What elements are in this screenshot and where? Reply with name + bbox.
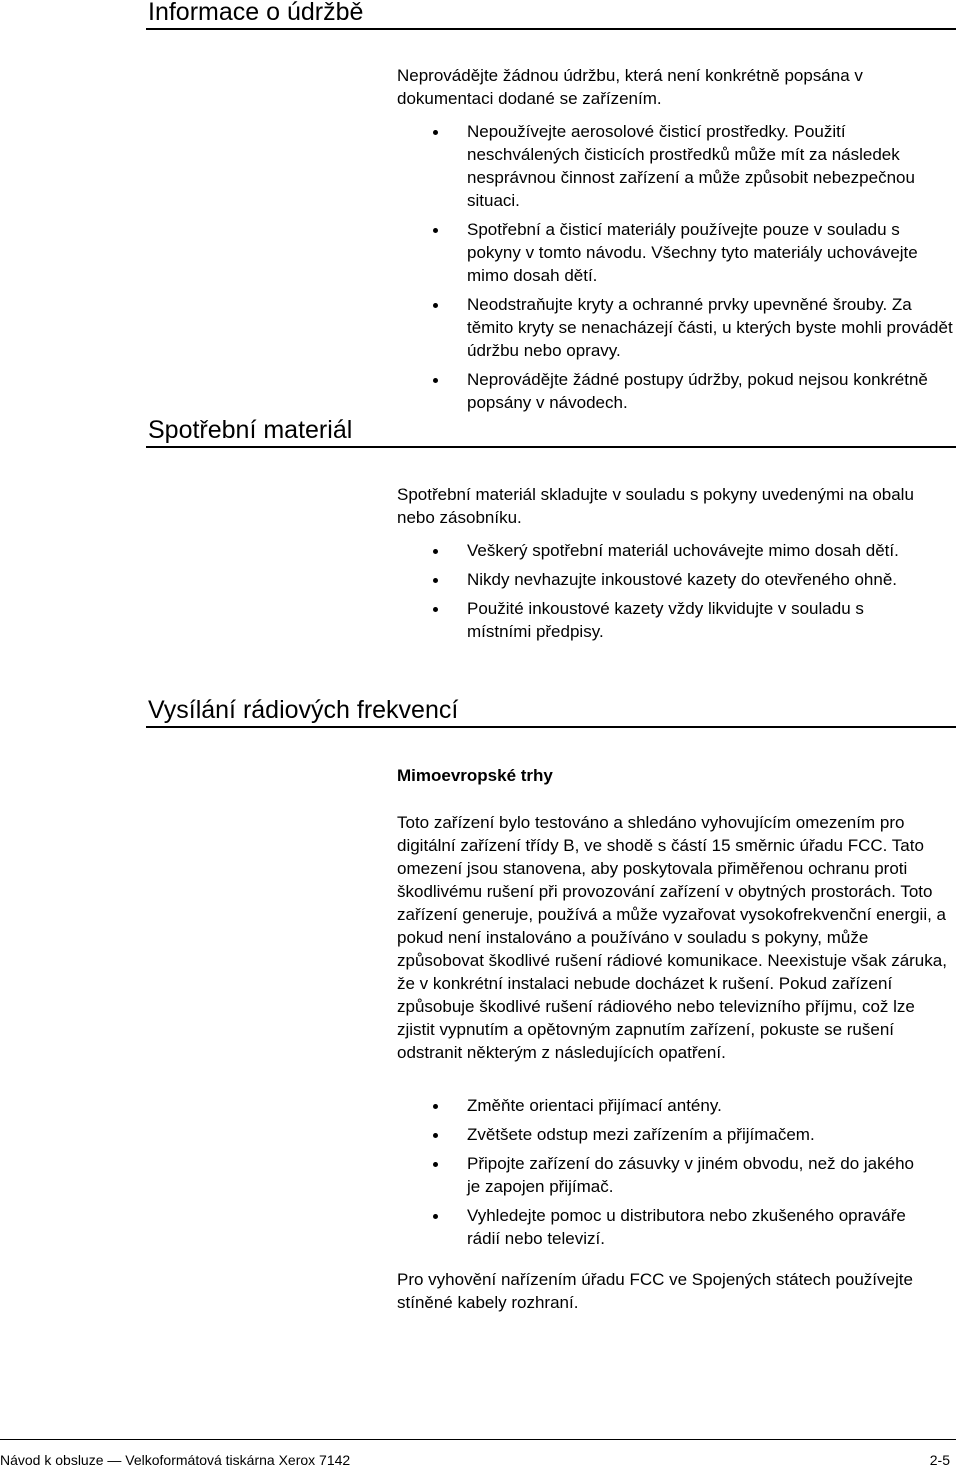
list-item-text: Nepoužívejte aerosolové čisticí prostředky. Použití neschválených čisticích prostředků může mít za následek nesprávnou činnost zařízení a může způsobit nebezpečnou situaci. [467,122,915,210]
section-divider [146,28,956,30]
maintenance-bullet-list [397,120,957,414]
list-item-text: Připojte zařízení do zásuvky v jiném obvodu, než do jakého je zapojen přijímač. [467,1154,914,1196]
bullet-icon [433,1214,438,1219]
list-item [397,597,927,643]
supplies-heading: Spotřební materiál [148,416,353,444]
list-item [397,218,957,287]
list-item [397,1094,927,1117]
bullet-icon [433,1104,438,1109]
radio-closing: Pro vyhovění nařízením úřadu FCC ve Spojených státech používejte stíněné kabely rozhraní. [397,1270,913,1312]
list-item-text: Neprovádějte žádné postupy údržby, pokud nejsou konkrétně popsány v návodech. [467,370,928,412]
bullet-icon [433,1162,438,1167]
page-number: 2-5 [929,1452,950,1468]
list-item [397,539,927,562]
bullet-icon [433,378,438,383]
bullet-icon [433,1133,438,1138]
bullet-icon [433,228,438,233]
list-item-text: Spotřební a čisticí materiály používejte pouze v souladu s pokyny v tomto návodu. Všechny tyto materiály uchovávejte mimo dosah dětí. [467,220,918,285]
bullet-icon [433,578,438,583]
supplies-intro: Spotřební materiál skladujte v souladu s pokyny uvedenými na obalu nebo zásobníku. [397,485,914,527]
section-divider [146,446,956,448]
list-item-text: Vyhledejte pomoc u distributora nebo zkušeného opraváře rádií nebo televizí. [467,1206,906,1248]
supplies-bullet-list [397,539,927,643]
section-divider [146,726,956,728]
radio-bullet-list [397,1094,927,1250]
bullet-icon [433,607,438,612]
list-item-text: Změňte orientaci přijímací antény. [467,1096,722,1115]
bullet-icon [433,549,438,554]
list-item-text: Zvětšete odstup mezi zařízením a přijímačem. [467,1125,815,1144]
page-footer [0,1439,956,1469]
list-item [397,1204,927,1250]
bullet-icon [433,303,438,308]
maintenance-intro: Neprovádějte žádnou údržbu, která není konkrétně popsána v dokumentaci dodané se zařízením. [397,66,863,108]
list-item-text: Veškerý spotřební materiál uchovávejte mimo dosah dětí. [467,541,899,560]
list-item [397,1152,927,1198]
list-item [397,293,957,362]
list-item-text: Použité inkoustové kazety vždy likvidujte v souladu s místními předpisy. [467,599,864,641]
list-item [397,568,927,591]
bullet-icon [433,130,438,135]
list-item-text: Nikdy nevhazujte inkoustové kazety do otevřeného ohně. [467,570,897,589]
list-item-text: Neodstraňujte kryty a ochranné prvky upevněné šrouby. Za těmito kryty se nenacházejí části, u kterých byste mohli provádět údržbu nebo opravy. [467,295,953,360]
list-item [397,120,957,212]
maintenance-heading: Informace o údržbě [148,0,364,26]
list-item [397,1123,927,1146]
list-item [397,368,957,414]
radio-heading: Vysílání rádiových frekvencí [148,696,459,724]
radio-body: Toto zařízení bylo testováno a shledáno vyhovujícím omezením pro digitální zařízení třídy B, ve shodě s částí 15 směrnic úřadu FCC. Tato omezení jsou stanovena, aby poskytovala přiměřenou ochranu proti škodlivému rušení při provozování zařízení v obytných prostorách. Toto zařízení generuje, používá a může vyzařovat vysokofrekvenční energii, a pokud není instalováno a používáno v souladu s pokyny, může způsobovat škodlivé rušení rádiové komunikace. Neexistuje však záruka, že v konkrétní instalaci nebude docházet k rušení. Pokud zařízení způsobuje škodlivé rušení rádiového nebo televizního příjmu, což lze zjistit vypnutím a opětovným zapnutím zařízení, pokuste se rušení odstranit některým z následujících opatření. [397,813,947,1062]
radio-subheading: Mimoevropské trhy [397,766,553,785]
footer-text: Návod k obsluze — Velkoformátová tiskárna Xerox 7142 [0,1452,351,1468]
